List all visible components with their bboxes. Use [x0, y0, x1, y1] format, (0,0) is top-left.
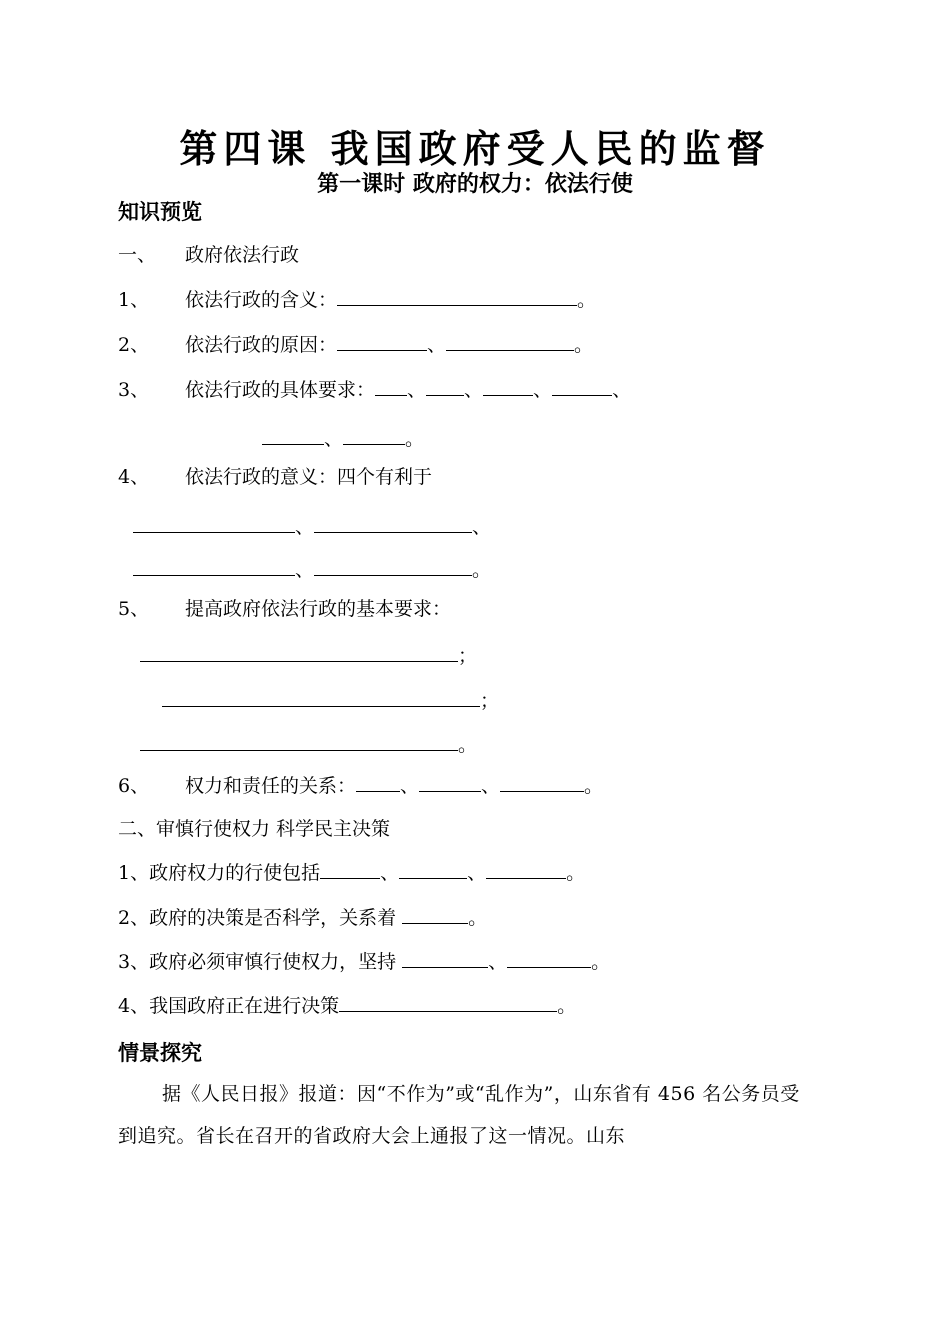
- item-text: 依法行政的意义：四个有利于: [185, 466, 433, 488]
- lesson-title: 第四课 我国政府受人民的监督: [179, 127, 771, 171]
- punctuation: 。: [577, 289, 597, 311]
- item-2-4: [118, 991, 576, 1018]
- part-one-number: 一、: [118, 244, 157, 266]
- punctuation: 。: [591, 951, 611, 973]
- item-number: 2、: [118, 334, 150, 356]
- punctuation: 、: [295, 559, 315, 581]
- punctuation: 。: [458, 734, 478, 756]
- answer-blank[interactable]: [483, 394, 533, 396]
- punctuation: 。: [557, 995, 577, 1017]
- item-text: 3、政府必须审慎行使权力，坚持: [118, 951, 403, 973]
- punctuation: 、: [481, 775, 501, 797]
- item-1-4-blanks-row2: [133, 555, 491, 582]
- punctuation: 、: [467, 862, 487, 884]
- section-heading-preview: 知识预览: [118, 200, 202, 224]
- punctuation: 、: [472, 516, 492, 538]
- punctuation: ；: [458, 645, 478, 667]
- punctuation: 。: [472, 559, 492, 581]
- part-one-heading: [118, 240, 299, 267]
- answer-blank[interactable]: [140, 749, 458, 751]
- punctuation: 、: [324, 428, 344, 450]
- answer-blank[interactable]: [262, 443, 324, 445]
- punctuation: 、: [612, 379, 632, 401]
- item-number: 4、: [118, 466, 150, 488]
- answer-blank[interactable]: [320, 877, 380, 879]
- punctuation: 。: [405, 428, 425, 450]
- item-number: 1、: [118, 289, 150, 311]
- item-text: 4、我国政府正在进行决策: [118, 995, 340, 1017]
- item-text: 依法行政的具体要求：: [185, 379, 376, 401]
- item-1-3: [118, 375, 631, 402]
- item-number: 3、: [118, 379, 150, 401]
- answer-blank[interactable]: [133, 574, 295, 576]
- punctuation: 、: [400, 775, 420, 797]
- item-number: 6、: [118, 775, 150, 797]
- answer-blank[interactable]: [402, 922, 468, 924]
- answer-blank[interactable]: [419, 790, 481, 792]
- item-text: 权力和责任的关系：: [185, 775, 357, 797]
- punctuation: 、: [464, 379, 484, 401]
- answer-blank[interactable]: [356, 790, 400, 792]
- punctuation: 、: [533, 379, 553, 401]
- answer-blank[interactable]: [162, 705, 480, 707]
- punctuation: 、: [488, 951, 508, 973]
- answer-blank[interactable]: [339, 1010, 557, 1012]
- punctuation: 。: [566, 862, 586, 884]
- item-1-5: [118, 594, 451, 621]
- answer-blank[interactable]: [552, 394, 612, 396]
- item-2-2: [118, 903, 487, 930]
- item-1-5-blank-1: [140, 641, 477, 668]
- item-1-4: [118, 462, 432, 489]
- item-1-6: [118, 771, 603, 798]
- item-1-5-blank-2: [162, 686, 499, 713]
- punctuation: 。: [584, 775, 604, 797]
- answer-blank[interactable]: [140, 660, 458, 662]
- item-2-3: [118, 947, 610, 974]
- punctuation: ；: [480, 690, 500, 712]
- item-1-2: [118, 330, 593, 357]
- item-1-1: [118, 285, 596, 312]
- answer-blank[interactable]: [314, 574, 472, 576]
- item-1-3-continued: [262, 424, 424, 451]
- answer-blank[interactable]: [337, 349, 427, 351]
- item-text: 依法行政的原因：: [185, 334, 338, 356]
- answer-blank[interactable]: [314, 531, 472, 533]
- scene-paragraph: 据《人民日报》报道：因“不作为”或“乱作为”，山东省有 456 名公务员受到追究。省长在召开的省政府大会上通报了这一情况。山东: [118, 1083, 800, 1147]
- punctuation: 、: [380, 862, 400, 884]
- answer-blank[interactable]: [133, 531, 295, 533]
- item-2-1: [118, 858, 585, 885]
- item-number: 5、: [118, 598, 150, 620]
- answer-blank[interactable]: [399, 877, 467, 879]
- item-text: 2、政府的决策是否科学，关系着: [118, 907, 403, 929]
- item-text: 1、政府权力的行使包括: [118, 862, 321, 884]
- item-1-4-blanks-row1: [133, 512, 491, 539]
- answer-blank[interactable]: [402, 966, 488, 968]
- punctuation: 、: [407, 379, 427, 401]
- item-text: 提高政府依法行政的基本要求：: [185, 598, 452, 620]
- answer-blank[interactable]: [426, 394, 464, 396]
- answer-blank[interactable]: [446, 349, 574, 351]
- answer-blank[interactable]: [375, 394, 407, 396]
- punctuation: 。: [574, 334, 594, 356]
- item-1-5-blank-3: [140, 730, 477, 757]
- answer-blank[interactable]: [343, 443, 405, 445]
- item-text: 依法行政的含义：: [185, 289, 338, 311]
- part-two-heading: 二、审慎行使权力 科学民主决策: [118, 818, 391, 840]
- section-heading-scene: 情景探究: [118, 1041, 202, 1065]
- punctuation: 、: [295, 516, 315, 538]
- punctuation: 、: [427, 334, 447, 356]
- answer-blank[interactable]: [500, 790, 584, 792]
- answer-blank[interactable]: [337, 304, 577, 306]
- lesson-subtitle: 第一课时 政府的权力：依法行使: [317, 172, 633, 197]
- answer-blank[interactable]: [486, 877, 566, 879]
- punctuation: 。: [468, 907, 488, 929]
- part-one-label: 政府依法行政: [185, 244, 300, 266]
- answer-blank[interactable]: [507, 966, 591, 968]
